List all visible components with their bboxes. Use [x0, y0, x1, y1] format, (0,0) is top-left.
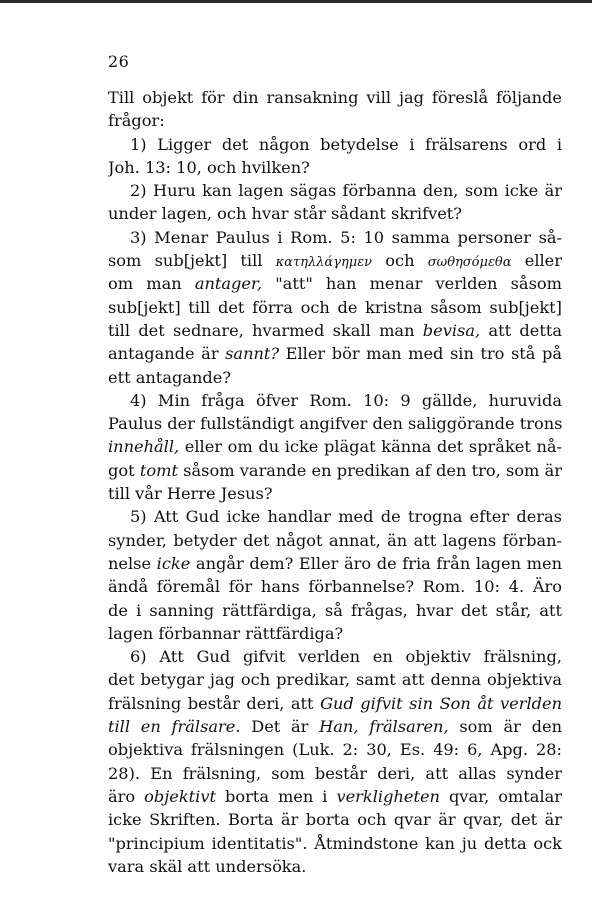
- text-segment: Det är: [240, 717, 320, 737]
- text-segment: och: [372, 251, 428, 271]
- text-segment: frälsning består deri, att: [108, 693, 321, 713]
- text-line: [108, 832, 562, 855]
- text-line: [108, 412, 562, 435]
- text-segment: antagande är: [108, 344, 226, 364]
- text-line: [108, 482, 562, 505]
- text-line: [108, 762, 562, 785]
- text-segment: Joh. 13: 10, och hvilken?: [108, 157, 310, 177]
- text-line: [108, 156, 562, 179]
- text-segment: 1) Ligger det någon betydelse i frälsarens ord i: [130, 134, 562, 154]
- text-line: [108, 529, 562, 552]
- text-segment: som är den: [448, 717, 562, 737]
- text-line: [108, 249, 562, 272]
- text-segment: eller: [511, 251, 562, 271]
- text-segment: som sub[jekt] till: [108, 251, 276, 271]
- text-line: [108, 622, 562, 645]
- text-line: [108, 505, 562, 528]
- text-segment: qvar, omtalar: [439, 786, 562, 806]
- text-line: [108, 202, 562, 225]
- emphasized-text: Gud gifvit sin Son åt verlden: [320, 693, 562, 713]
- text-segment: 3) Menar Paulus i Rom. 5: 10 samma personer så-: [130, 227, 562, 247]
- text-segment: eller om du icke plägat känna det språket nå-: [179, 437, 562, 457]
- text-segment: frågor:: [108, 111, 165, 131]
- text-line: [108, 808, 562, 831]
- text-segment: "att" han menar verlden såsom: [262, 274, 562, 294]
- text-segment: 5) Att Gud icke handlar med de trogna efter deras: [130, 507, 562, 527]
- text-line: [108, 575, 562, 598]
- text-segment: vara skäl att undersöka.: [108, 856, 307, 876]
- text-segment: under lagen, och hvar står sådant skrifvet?: [108, 204, 462, 224]
- text-segment: till det sednare, hvarmed skall man: [108, 320, 423, 340]
- text-segment: ändå föremål för hans förbannelse? Rom. 10: 4. Äro: [108, 577, 562, 597]
- text-segment: till vår Herre Jesus?: [108, 484, 273, 504]
- greek-word: σωθησόμεθα: [427, 255, 512, 271]
- text-line: [108, 319, 562, 342]
- text-segment: det betygar jag och predikar, samt att denna objektiva: [108, 670, 562, 690]
- text-segment: angår dem? Eller äro de fria från lagen men: [190, 553, 562, 573]
- text-segment: objektiva frälsningen (Luk. 2: 30, Es. 49: 6, Apg. 28:: [108, 740, 562, 760]
- text-segment: 2) Huru kan lagen sägas förbanna den, som icke är: [130, 181, 562, 201]
- text-line: [108, 342, 562, 365]
- text-line: [108, 459, 562, 482]
- body-text: [108, 86, 562, 878]
- text-line: [108, 389, 562, 412]
- text-segment: Till objekt för din ransakning vill jag föreslå följande: [108, 88, 562, 107]
- text-segment: Eller bör man med sin tro stå på: [279, 344, 562, 364]
- text-line: [108, 645, 562, 668]
- text-segment: nelse: [108, 553, 157, 573]
- text-segment: 6) Att Gud gifvit verlden en objektiv frälsning,: [130, 647, 562, 667]
- text-segment: synder, betyder det något annat, än att lagens förban-: [108, 530, 562, 550]
- text-line: [108, 599, 562, 622]
- text-segment: got: [108, 460, 140, 480]
- text-line: [108, 133, 562, 156]
- text-line: [108, 86, 562, 109]
- greek-word: κατηλλάγημεν: [275, 255, 373, 271]
- emphasized-text: icke: [156, 553, 191, 573]
- text-line: [108, 272, 562, 295]
- text-line: [108, 179, 562, 202]
- text-segment: sub[jekt] till det förra och de kristna såsom sub[jekt]: [108, 297, 562, 317]
- text-segment: Paulus der fullständigt angifver den saliggörande trons: [108, 414, 562, 434]
- text-segment: att detta: [480, 320, 562, 340]
- text-segment: de i sanning rättfärdiga, så frågas, hvar det står, att: [108, 600, 562, 620]
- text-line: [108, 715, 562, 738]
- text-line: [108, 692, 562, 715]
- text-line: [108, 296, 562, 319]
- text-line: [108, 435, 562, 458]
- text-line: [108, 738, 562, 761]
- emphasized-text: bevisa,: [422, 320, 481, 340]
- page-number: 26: [108, 52, 130, 71]
- text-segment: borta men i: [215, 786, 337, 806]
- emphasized-text: tomt: [139, 460, 178, 480]
- text-line: [108, 366, 562, 389]
- emphasized-text: innehåll,: [108, 437, 180, 457]
- emphasized-text: antager,: [194, 274, 263, 294]
- text-line: [108, 668, 562, 691]
- text-line: [108, 785, 562, 808]
- text-line: [108, 552, 562, 575]
- emphasized-text: verkligheten: [336, 786, 440, 806]
- text-line: [108, 855, 562, 878]
- text-segment: såsom varande en predikan af den tro, som är: [177, 460, 562, 480]
- text-segment: icke Skriften. Borta är borta och qvar är qvar, det är: [108, 810, 562, 830]
- top-border-line: [0, 0, 592, 3]
- text-segment: om man: [108, 274, 195, 294]
- emphasized-text: Han, frälsaren,: [319, 717, 449, 737]
- text-line: [108, 226, 562, 249]
- emphasized-text: objektivt: [144, 786, 216, 806]
- text-segment: lagen förbannar rättfärdiga?: [108, 623, 344, 643]
- text-segment: ett antagande?: [108, 367, 232, 387]
- emphasized-text: till en frälsare.: [108, 717, 241, 737]
- emphasized-text: sannt?: [225, 344, 280, 364]
- text-line: [108, 109, 562, 132]
- text-segment: "principium identitatis". Åtmindstone kan ju detta ock: [108, 833, 562, 853]
- text-segment: 28). En frälsning, som består deri, att allas synder: [108, 763, 562, 783]
- text-segment: äro: [108, 786, 145, 806]
- text-segment: 4) Min fråga öfver Rom. 10: 9 gällde, huruvida: [130, 390, 562, 410]
